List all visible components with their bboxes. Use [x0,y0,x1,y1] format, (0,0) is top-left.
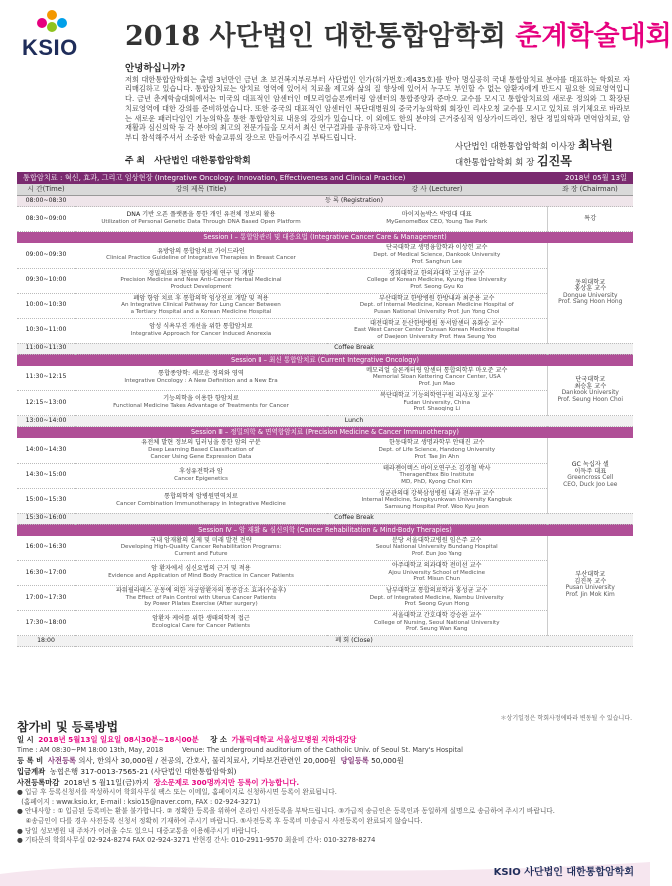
lecturer-ko: 대전대학교 둔산한방병원 동서암센터 유화승 교수 [370,319,504,327]
time-cell: 08:30~09:00 [17,207,75,232]
title-en: The Effect of Pain Control with Uterus Cancer Patients [125,594,277,601]
title-en: Cancer Using Gene Expression Data [150,453,252,460]
title-en: Functional Medicine Takes Advantage of Treatments for Cancer [113,403,289,409]
title-ko: 국내 암재활의 실제 및 미래 발전 전략 [150,536,252,544]
lecturer-cell [327,438,547,463]
notice-item: (홈페이지 : www.ksio.kr, E-mail : ksio15@naver.com, FAX : 02-924-3271) [21,797,261,806]
break-label: Lunch [75,416,633,427]
registration-section [17,722,633,846]
chairman-line: Prof. Seung Hoon Choi [557,396,623,403]
lecturer-en: Prof. Seong Gyun Hong [404,601,470,608]
col-lecturer: 강 사 (Lecturer) [327,184,547,196]
break-row [17,513,633,524]
lecturer-en: of Daejeon University Prof. Hwa Seung Yoo [377,333,497,340]
time-cell: 10:00~10:30 [17,293,75,318]
venue-label: 장 소 [210,734,227,744]
title-ko: DNA 기반 오픈 플랫폼을 통한 개인 유전체 정보의 활용 [126,211,276,219]
chairman-line: Greencross Cell [567,475,614,482]
session-title: Session Ⅲ – 정밀의학 & 면역항암치료 (Precision Medicine & Cancer Immunotherapy) [17,427,633,439]
program-table [17,172,633,647]
chairman-line: 홍상훈 교수 [574,285,607,293]
schedule-table [17,184,633,647]
lecturer-cell [327,536,547,561]
account-value: 농협은행 317-0013-7565-21 (사단법인 대한통합암학회) [49,766,237,776]
title-cell [75,318,327,343]
title-cell [75,391,327,416]
chairman-line: 동의대학교 [575,278,606,286]
title-en: Integrative Approach for Cancer Induced Anorexia [130,330,272,337]
chairman-line: 최승훈 교수 [574,382,607,390]
lecturer-ko: 남부대학교 통합의료학과 홍성균 교수 [385,587,488,595]
col-chairman: 좌 장 (Chairman) [547,184,633,196]
host-label: 주 최 [125,156,146,166]
lecturer-cell [327,318,547,343]
title-cell [75,293,327,318]
footer-logo: KSIO 사단법인 대한통합암학회 [493,867,634,878]
fee-day-label: 당일등록 [340,756,369,766]
title-cell [75,488,327,513]
title-accent: 춘계학술대회 [515,21,672,52]
time-cell: 08:00~08:30 [17,196,75,207]
lecturer-en: Prof. Seung Wan Kang [406,626,468,633]
title-ko: 유전체 발현 정보의 딥러닝을 통한 암의 구분 [141,439,261,447]
lecturer-ko: 분당 서울대학교병원 임은주 교수 [391,536,482,544]
schedule-note: ＊상기일정은 학회사정에따라 변동될 수 있습니다. [500,715,632,722]
chairman-line: CEO, Duck Joo Lee [563,481,618,488]
lecturer-ko: 서울대학교 간호대학 강승완 교수 [391,612,482,620]
time-cell: 17:30~18:00 [17,611,75,636]
break-label: Coffee Break [75,513,633,524]
registration-heading: 참가비 및 등록방법 [17,720,119,734]
lecturer-en: Internal Medicine, Sungkyunkwan University Kangbuk [361,497,512,504]
reg-label: 등 록 (Registration) [75,196,633,207]
chairman-line: Prof. Jin Mok Kim [565,591,615,598]
lecturer-ko: 단국대학교 생명융합학과 이상헌 교수 [385,244,488,252]
table-row [17,586,633,611]
title-en: Cancer Epigenetics [174,475,228,482]
chairman-line: Prof. Sang Hoon Hong [558,299,623,306]
lecturer-en: Prof. Seong Gyu Ko [410,283,464,290]
title-en: Utilization of Personal Genetic Data Through DNA Based Open Platform [101,219,301,225]
title-cell [75,207,327,232]
time-cell: 15:30~16:00 [17,513,75,524]
event-date-venue-en [17,745,633,756]
page-title [125,14,672,53]
title-en: Developing High-Quality Cancer Rehabilitation Programs: [120,544,282,551]
lecturer-en: Samsung Hospital Prof. Woo Kyu Jeon [384,503,489,510]
chairman-cell [547,207,633,232]
chairman-cell [547,243,633,343]
title-en: Evidence and Application of Mind Body Practice in Cancer Patients [108,573,294,579]
account-row [17,767,633,778]
lecturer-ko: 경희대학교 한의과대학 고성규 교수 [388,269,485,277]
chairman-line: 부산대학교 [575,571,606,579]
title-en: Cancer Combination Immunotherapy in Integrative Medicine [116,500,286,507]
title-cell [75,463,327,488]
deadline-label: 사전등록마감 [17,777,60,787]
signature-2-name: 김진목 [537,154,572,168]
title-ko: 정밀의료와 천연물 항암제 연구 및 개발 [148,269,254,277]
lecturer-en: Seoul National University Bundang Hospital [375,544,498,551]
lecturer-cell [327,488,547,513]
registration-row [17,196,633,207]
deadline-value: 2018년 5 월11일(금)까지 [63,777,150,787]
table-row [17,293,633,318]
lecturer-ko: 아주대학교 의과대학 전미선 교수 [391,562,482,570]
fee-day: 50,000원 [371,756,404,766]
title-prefix: 2018 사단법인 대한통합암학회 [125,21,506,52]
lecturer-en: College of Korean Medicine, Kyung Hee University [366,277,507,284]
time-cell: 16:00~16:30 [17,536,75,561]
lecturer-ko: 마이지놈박스 박영대 대표 [401,211,472,219]
lecturer-ko: 테라젠이텍스 바이오연구소 김경철 박사 [382,464,491,472]
session-header [17,232,633,244]
program-theme: 통합암치료 : 혁신, 효과, 그리고 임상현장 (Integrative Oncology: Innovation, Effectiveness and Clinical Practice) [23,173,406,182]
lecturer-en: Memorial Sloan Kettering Cancer Center, USA [372,374,501,381]
chairman-line: 특강 [584,214,597,222]
title-ko: 파워필라테스 운동에 의한 자궁암환자의 통증감소 효과(수술후) [115,587,287,595]
title-cell [75,243,327,268]
session-header [17,427,633,439]
title-en: Product Development [170,283,232,290]
intro-body: 저희 대한통합암학회는 출범 3년만인 금년 초 보건복지부로부터 사단법인 인가(허가번호:제435호)를 받아 명실공히 국내 통합암치료 분야를 대표하는 학회로 자리매김하고 있습니다. 통합암치료는 양치료 영역에 있어서 치료율 제고와 삶의 질 향상에 있어서 누구도 부인할 수 없는 암환자에게 반드시 필요한 의료영역입니다. 금년 춘계학술대회에서는 미국의 대표적인 암센터인 메모리얼슬론캐터링 암센터의 통합종양과 준마오 교수를 모시고 통합암치료의 새로운 정의와 그 확장된 치료영역에 대한 강의를 준비하였습니다. 또한 중국의 대표적인 암센터인 복단대병원의 중국기능의학회 회장인 리샤오칭 교수를 모시고 있치료 위기체요로 바라보는 새로운 패러다임인 기능의학을 통한 통합암치료 내용의 강의가 있습니다. 이 외에도 한의 분야의 근거중심적 임상가이드라인, 첨단 정밀의학과 면역암치료, 암 재활과 심신의학 등 각 분야의 최고의 전문가들을 모셔서 최신 연구결과를 공유하고자 합니다. [125,74,630,133]
lecturer-ko: 성균관의대 강북삼성병원 내과 전우규 교수 [379,489,495,497]
title-en: Ecological Care for Cancer Patients [151,623,250,629]
lecturer-cell [327,611,547,636]
time-cell: 10:30~11:00 [17,318,75,343]
chairman-cell [547,438,633,513]
closing-row [17,636,633,647]
lecturer-cell [327,586,547,611]
lecturer-cell [327,391,547,416]
lecturer-en: Ajou University School of Medicine [388,569,486,576]
table-row [17,463,633,488]
title-ko: 통합종양학: 새로운 정의와 영역 [158,370,244,378]
title-ko: 후성유전학과 암 [179,467,223,475]
ksio-logo [22,8,84,60]
lecturer-en: Prof. Jun Mao [418,381,455,388]
break-row [17,343,633,354]
lecturer-ko: 한동대학교 생명과학부 안태진 교수 [388,439,485,447]
lecturer-en: Prof. Shaoqing Li [413,406,461,413]
lecturer-cell [327,268,547,293]
col-time: 시 간(Time) [17,184,75,196]
session-header [17,524,633,536]
time-cell: 16:30~17:00 [17,561,75,586]
program-date: 2018년 05월 13일 [565,173,627,182]
time-cell: 12:15~13:00 [17,391,75,416]
table-row [17,488,633,513]
title-cell [75,536,327,561]
title-ko: 유방암의 통합암치료 가이드라인 [157,247,245,255]
table-row [17,391,633,416]
lecturer-cell [327,561,547,586]
title-en: Integrative Oncology : A New Definition and a New Era [124,377,278,384]
lecturer-en: Dept. of Internal Medicine, Korean Medicine Hospital of [359,302,514,309]
signature-1-org: 사단법인 대한통합암학회 이사장 [455,142,576,152]
notice-list [17,788,633,846]
lecturer-en: Prof. Tae Jin Ahn [414,453,460,460]
notice-item: ● 당일 성모병원 내 주차가 어려울 수도 있으니 대중교통을 이용해주시기 바랍니다. [17,826,260,835]
notice-item: ● 안내사항 : ① 입금된 등록비는 환불 불가합니다. ② 정확한 등록을 위하여 온라인 사전등록을 부탁드립니다. ③가급적 송금인은 등록인과 동일하게 실명으로 송금하여 주시기 바랍니다. [17,807,555,816]
title-ko: 암성 식욕부진 개선을 위한 통합암치료 [149,322,253,330]
title-cell [75,366,327,391]
title-cell [75,611,327,636]
chairman-line: 단국대학교 [575,376,606,384]
chairman-line: Pusan University [565,585,615,592]
fee-pre: 의사, 한의사 30,000원 / 전공의, 간호사, 물리치료사, 기타보건관련인 20,000원 [78,756,336,766]
venue-value: 가톨릭대학교 서울성모병원 지하대강당 [231,734,357,744]
lecturer-cell [327,243,547,268]
col-title: 강의 제목 (Title) [75,184,327,196]
title-en: Current and Future [174,551,228,558]
lecturer-en: MyGenomeBox CEO, Young Tae Park [386,219,488,225]
lecturer-cell [327,293,547,318]
program-theme-bar [17,172,633,184]
break-row [17,416,633,427]
lecturer-en: Fudan University, China [403,399,470,406]
table-row [17,243,633,268]
lecturer-cell [327,207,547,232]
time-cell: 11:30~12:15 [17,366,75,391]
table-row [17,611,633,636]
lecturer-en: Prof. Eun Joo Yang [411,551,462,558]
logo-text: KSIO [22,35,78,60]
lecturer-ko: 메모리얼 슬론캐터링 암센터 통합의학부 마오준 교수 [366,366,508,374]
greeting: 안녕하십니까? [125,63,186,74]
chairman-cell [547,366,633,416]
lecturer-en: TheragenEtex Bio Institute [399,472,475,479]
time-cell: 09:00~09:30 [17,243,75,268]
session-title: Session Ⅰ – 통합암관리 및 대증요법 (Integrative Cancer Care & Management) [17,232,633,244]
lecturer-en: Dept. of Integrated Medicine, Nambu University [369,594,504,601]
title-en: a Tertiary Hospital and a Korean Medicine Hospital [130,308,272,315]
signature-2-org: 대한통합암학회 회 장 [455,158,535,168]
time-cell: 13:00~14:00 [17,416,75,427]
table-header [17,184,633,196]
host [125,153,251,166]
table-row [17,268,633,293]
title-cell [75,268,327,293]
notice-item: ④송금인이 다를 경우 사전등록 신청서 정확히 기재하여 주시기 바랍니다. ⑤사전등록 후 등록비 미송금시 사전등록이 완료되지 않습니다. [25,817,423,825]
host-value: 사단법인 대한통합암학회 [154,156,251,166]
title-ko: 통합의학적 암병원면역치료 [164,492,238,500]
chairman-cell [547,536,633,636]
title-ko: 암 환자에서 심신요법의 근거 및 적용 [151,565,251,573]
fee-pre-label: 사전등록 [47,756,77,766]
logo-mark-icon [37,8,67,32]
signature-1 [455,136,613,153]
lecturer-en: Prof. Sanghun Lee [411,258,462,265]
account-label: 입금계좌 [17,766,46,776]
lecturer-en: MD, PhD, Kyong Chol Kim [401,478,473,485]
title-en: Clinical Practice Guideline of Integrative Therapies in Breast Cancer [106,255,296,262]
date-label: 일 시 [17,734,34,744]
time-cell: 11:00~11:30 [17,343,75,354]
time-cell: 18:00 [17,636,75,647]
lecturer-ko: 부산대학교 한방병원 한방내과 최준용 교수 [379,294,495,302]
table-row [17,207,633,232]
session-title: Session Ⅳ – 암 재활 & 심신의학 (Cancer Rehabilitation & Mind-Body Therapies) [17,524,633,536]
lecturer-en: Dept. of Life Science, Handong University [378,446,496,453]
lecturer-en: Prof. Misun Chun [413,576,461,583]
fee-row [17,756,633,767]
break-label: Coffee Break [75,343,633,354]
chairman-line: GC 녹십자 셀 [571,461,609,469]
title-cell [75,561,327,586]
lecturer-en: Dept. of Medical Science, Dankook University [373,251,501,258]
title-en: Precision Medicine and New Anti-Cancer Herbal Medicinal [120,277,282,284]
title-en: An Integrative Clinical Pathway for Lung Cancer Between [121,302,281,309]
table-row [17,438,633,463]
venue-en: Venue: The underground auditorium of the Catholic Univ. of Seoul St. Mary's Hospital [182,746,463,755]
table-row [17,366,633,391]
session-title: Session Ⅱ – 최신 통합암치료 (Current Integrative Oncology) [17,354,633,366]
fee-label: 등 록 비 [17,756,44,766]
table-row [17,561,633,586]
chairman-line: Dankook University [561,390,619,397]
title-ko: 기능의학을 이용한 항암치료 [163,395,239,403]
lecturer-cell [327,463,547,488]
notice-item: ● 기타문의 학회사무실 02-924-8274 FAX 02-924-3271 반현경 간사: 010-2911-9570 최윤비 간사: 010-3278-8274 [17,836,376,845]
deadline-row [17,778,633,789]
date-en: Time : AM 08:30~PM 18:00 13th, May, 2018 [17,746,164,755]
table-row [17,318,633,343]
event-date-venue [17,735,633,746]
lecturer-en: East West Cancer Center Dunsan Korean Medicine Hospital [354,327,520,334]
time-cell: 17:00~17:30 [17,586,75,611]
intro-section [125,64,630,143]
lecturer-en: Pusan National University Prof. Jun Yong Choi [374,308,500,315]
table-row [17,536,633,561]
time-cell: 15:00~15:30 [17,488,75,513]
chairman-line: 김진목 교수 [574,577,607,585]
time-cell: 14:30~15:00 [17,463,75,488]
lecturer-cell [327,366,547,391]
close-label: 폐 회 (Close) [75,636,633,647]
title-ko: 폐암 항암 치료 후 통합의학 임상진료 개발 및 적용 [133,294,269,302]
time-cell: 14:00~14:30 [17,438,75,463]
signature-1-name: 최낙원 [578,138,613,152]
chairman-line: 이득주 대표 [574,467,607,475]
date-value: 2018년 5월13일 일요일 08시30분~18시00분 [38,734,199,744]
deadline-note: 장소문제로 300명까지만 등록이 가능합니다. [153,777,300,787]
lecturer-ko: 복단대학교 기능의학연구원 리샤오칭 교수 [380,392,494,400]
notice-item: ● 입금 후 등록신청서를 작성하시어 학회사무실 팩스 또는 이메일, 홈페이지로 신청하시면 등록이 완료됩니다. [17,788,337,797]
time-cell: 09:30~10:00 [17,268,75,293]
title-cell [75,438,327,463]
title-en: by Power Pilates Exercise (After surgery) [144,601,258,608]
header [0,0,672,62]
chairman-line: Dongue University [562,292,618,299]
title-cell [75,586,327,611]
signature-2 [455,152,572,169]
title-en: Deep Learning Based Classification of [148,446,254,453]
title-ko: 암환자 케어를 위한 생태의학적 접근 [152,615,250,623]
lecturer-en: College of Nursing, Seoul National University [373,619,500,626]
intro-closing: 부디 참석해주셔서 소중한 학술교류의 장으로 만들어주시길 부탁드립니다. [125,132,357,142]
session-header [17,354,633,366]
